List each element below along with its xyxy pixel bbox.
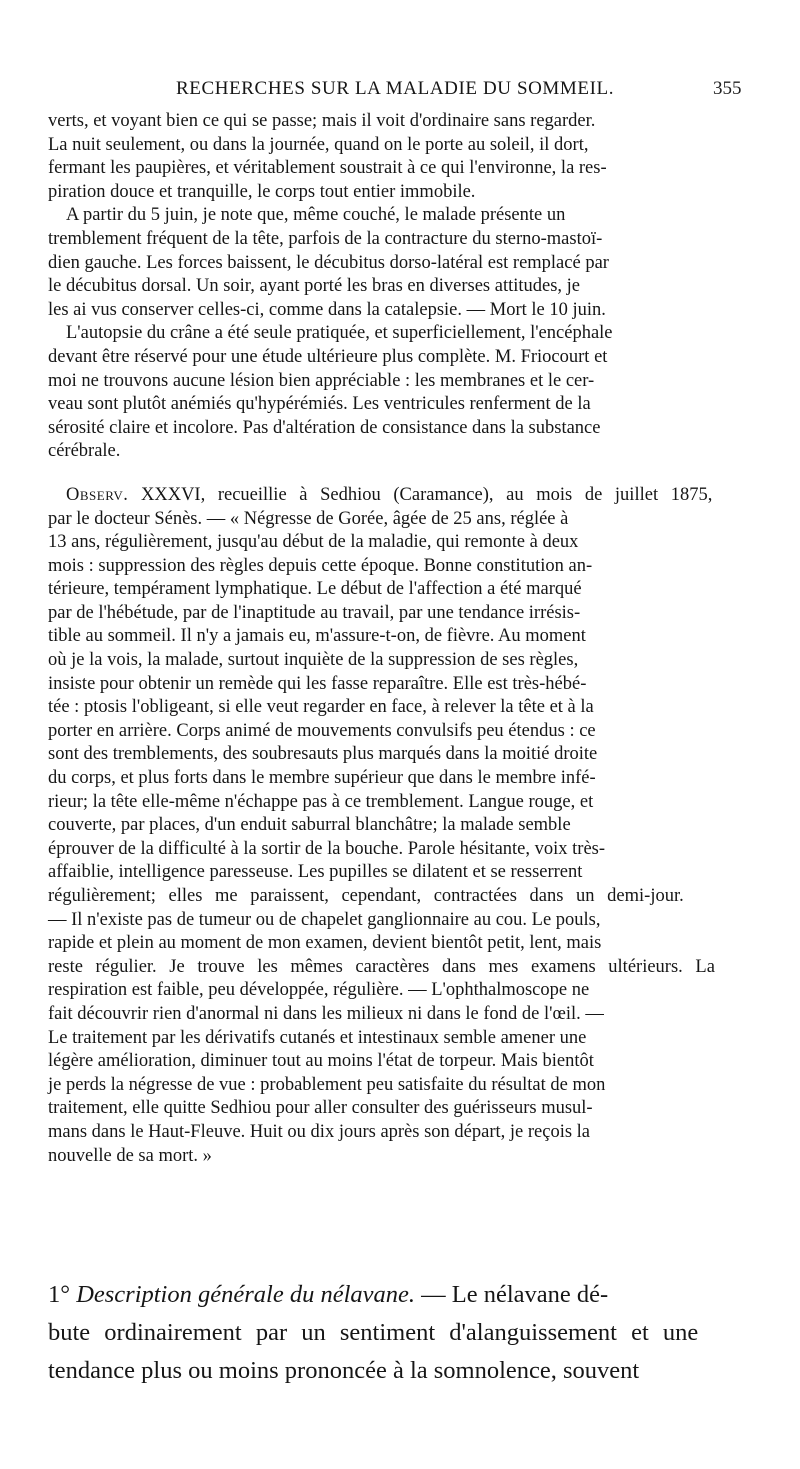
text-line: térieure, tempérament lymphatique. Le début de l'affection a été marqué: [48, 579, 582, 600]
body-text: [48, 110, 752, 1168]
text-line: sérosité claire et incolore. Pas d'altération de consistance dans la substance: [48, 417, 601, 438]
text-line: rapide et plein au moment de mon examen, devient bientôt petit, lent, mais: [48, 933, 602, 954]
text-line: nouvelle de sa mort. »: [48, 1145, 212, 1166]
text-line: La nuit seulement, ou dans la journée, quand on le porte au soleil, il dort,: [48, 134, 589, 155]
section-heading-line: [48, 1276, 752, 1314]
text-line: affaiblie, intelligence paresseuse. Les pupilles se dilatent et se resserrent: [48, 862, 583, 883]
text-line: Le traitement par les dérivatifs cutanés et intestinaux semble amener une: [48, 1027, 587, 1048]
section-text: — Le nélavane dé-: [415, 1281, 609, 1308]
text-line: dien gauche. Les forces baissent, le décubitus dorso-latéral est remplacé par: [48, 252, 609, 273]
text-line: mois : suppression des règles depuis cette époque. Bonne constitution an-: [48, 555, 593, 576]
text-line: les ai vus conserver celles-ci, comme dans la catalepsie. — Mort le 10 juin.: [48, 299, 606, 320]
page-number: 355: [713, 78, 742, 99]
text-line: où je la vois, la malade, surtout inquiète de la suppression de ses règles,: [48, 650, 579, 671]
text-line: par de l'hébétude, par de l'inaptitude au travail, par une tendance irrésis-: [48, 602, 581, 623]
text-line: devant être réservé pour une étude ultérieure plus complète. M. Friocourt et: [48, 346, 608, 367]
text-line: 13 ans, régulièrement, jusqu'au début de la maladie, qui remonte à deux: [48, 532, 579, 553]
text-line: verts, et voyant bien ce qui se passe; mais il voit d'ordinaire sans regarder.: [48, 111, 596, 131]
text-line: veau sont plutôt anémiés qu'hypérémiés. Les ventricules renferment de la: [48, 394, 591, 415]
text-line: éprouver de la difficulté à la sortir de la bouche. Parole hésitante, voix très-: [48, 838, 606, 859]
text-line: sont des tremblements, des soubresauts plus marqués dans la moitié droite: [48, 744, 598, 765]
observation-label: Observ.: [66, 484, 129, 505]
observation-heading-text: XXXVI, recueillie à Sedhiou (Caramance), au mois de juillet 1875,: [128, 484, 713, 505]
text-line: moi ne trouvons aucune lésion bien appréciable : les membranes et le cer-: [48, 370, 595, 391]
observation-first-line: [48, 484, 752, 508]
text-line: mans dans le Haut-Fleuve. Huit ou dix jours après son départ, je reçois la: [48, 1121, 591, 1142]
text-line: fait découvrir rien d'anormal ni dans les milieux ni dans le fond de l'œil. —: [48, 1003, 604, 1024]
paragraph-gap: [48, 464, 752, 484]
running-header: [0, 78, 800, 104]
text-line: tible au sommeil. Il n'y a jamais eu, m'assure-t-on, de fièvre. Au moment: [48, 626, 586, 647]
text-line: tremblement fréquent de la tête, parfois de la contracture du sterno-mastoï-: [48, 228, 603, 249]
section-title: Description générale du nélavane.: [70, 1281, 416, 1308]
section-number: 1°: [48, 1281, 71, 1308]
text-line: légère amélioration, diminuer tout au moins l'état de torpeur. Mais bientôt: [48, 1051, 594, 1072]
text-line: tée : ptosis l'obligeant, si elle veut regarder en face, à relever la tête et à la: [48, 697, 594, 718]
section-text-line: bute ordinairement par un sentiment d'alanguissement et une: [48, 1319, 699, 1346]
running-title: RECHERCHES SUR LA MALADIE DU SOMMEIL.: [176, 78, 615, 99]
text-line: piration douce et tranquille, le corps tout entier immobile.: [48, 181, 476, 202]
text-line: régulièrement; elles me paraissent, cependant, contractées dans un demi-jour.: [48, 886, 684, 906]
text-line: A partir du 5 juin, je note que, même couché, le malade présente un: [66, 205, 566, 226]
text-line: fermant les paupières, et véritablement soustrait à ce qui l'environne, la res-: [48, 158, 607, 179]
text-line: insiste pour obtenir un remède qui les fasse reparaître. Elle est très-hébé-: [48, 673, 587, 694]
text-line: je perds la négresse de vue : probablement peu satisfaite du résultat de mon: [48, 1074, 606, 1095]
text-line: — Il n'existe pas de tumeur ou de chapelet ganglionnaire au cou. Le pouls,: [48, 909, 601, 930]
text-line: L'autopsie du crâne a été seule pratiquée, et superficiellement, l'encéphale: [66, 323, 613, 344]
text-line: respiration est faible, peu développée, régulière. — L'ophthalmoscope ne: [48, 980, 590, 1001]
text-line: cérébrale.: [48, 441, 121, 462]
text-line: couverte, par places, d'un enduit saburral blanchâtre; la malade semble: [48, 815, 571, 836]
text-line: le décubitus dorsal. Un soir, ayant porté les bras en diverses attitudes, je: [48, 276, 581, 297]
text-line: porter en arrière. Corps animé de mouvements convulsifs peu étendus : ce: [48, 720, 596, 741]
text-line: par le docteur Sénès. — « Négresse de Gorée, âgée de 25 ans, réglée à: [48, 508, 569, 529]
section-text-line: tendance plus ou moins prononcée à la somnolence, souvent: [48, 1357, 640, 1384]
text-line: du corps, et plus forts dans le membre supérieur que dans le membre infé-: [48, 768, 596, 789]
text-line: reste régulier. Je trouve les mêmes caractères dans mes examens ultérieurs. La: [48, 956, 715, 977]
text-line: traitement, elle quitte Sedhiou pour aller consulter des guérisseurs musul-: [48, 1098, 593, 1119]
text-line: rieur; la tête elle-même n'échappe pas à ce tremblement. Langue rouge, et: [48, 791, 594, 812]
section-start: [48, 1276, 752, 1390]
